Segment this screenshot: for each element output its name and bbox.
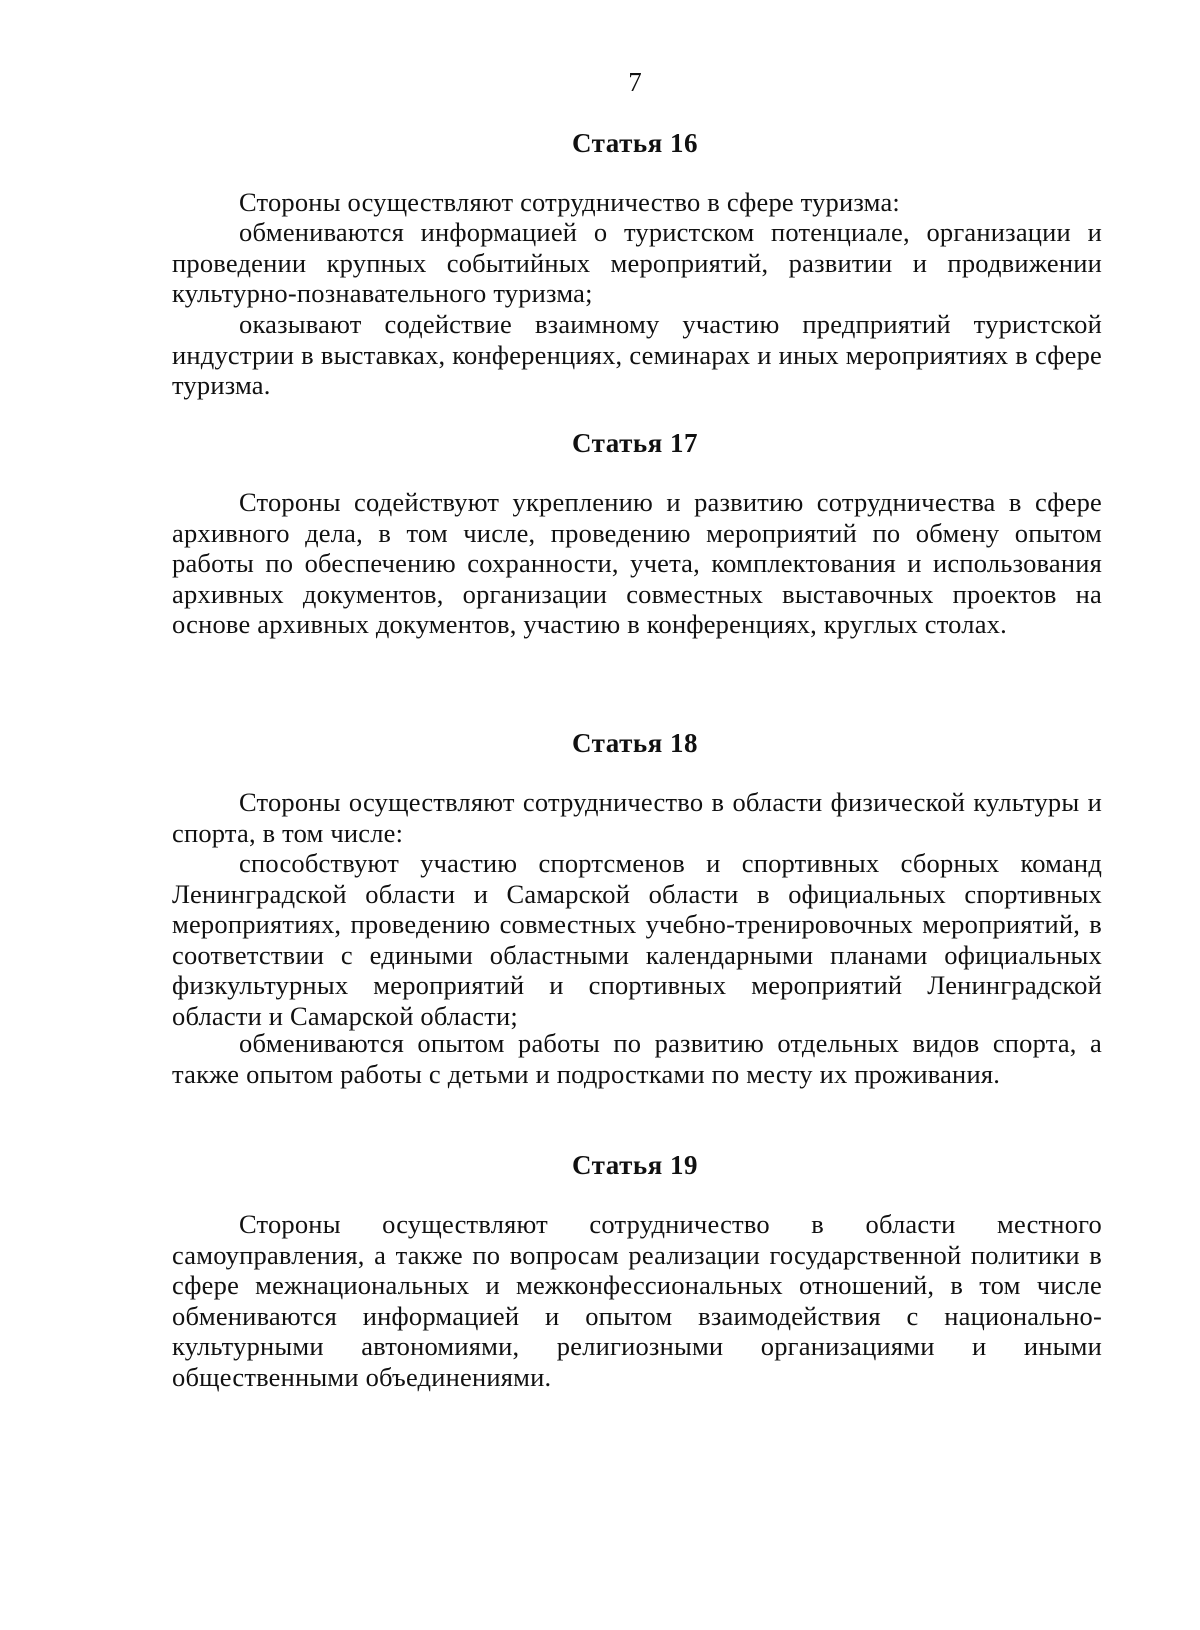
article-16-title: Статья 16	[572, 128, 698, 158]
article-16-paragraph-2: обмениваются информацией о туристском потенциале, организации и проведении крупных событийных мероприятий, развитии и продвижении культурно-познавательного туризма;	[172, 217, 1102, 309]
article-16-paragraph-1: Стороны осуществляют сотрудничество в сфере туризма:	[239, 187, 900, 217]
article-17-title: Статья 17	[572, 428, 698, 458]
article-19-paragraph-1: Стороны осуществляют сотрудничество в области местного самоуправления, а также по вопросам реализации государственной политики в сфере межнациональных и межконфессиональных отношений, в том числе обмениваются информацией и опытом взаимодействия с национально-культурными автономиями, религиозными организациями и иными общественными объединениями.	[172, 1209, 1102, 1392]
article-18-paragraph-2: способствуют участию спортсменов и спортивных сборных команд Ленинградской области и Самарской области в официальных спортивных мероприятиях, проведению совместных учебно-тренировочных мероприятий, в соответствии с едиными областными календарными планами официальных физкультурных мероприятий и спортивных мероприятий Ленинградской области и Самарской области;	[172, 848, 1102, 1031]
article-18-title: Статья 18	[572, 728, 698, 758]
page-number: 7	[628, 67, 642, 97]
article-16-paragraph-3: оказывают содействие взаимному участию предприятий туристской индустрии в выставках, конференциях, семинарах и иных мероприятиях в сфере туризма.	[172, 309, 1102, 401]
article-19-title: Статья 19	[572, 1150, 698, 1180]
article-18-paragraph-1: Стороны осуществляют сотрудничество в области физической культуры и спорта, в том числе:	[172, 787, 1102, 848]
article-17-paragraph-1: Стороны содействуют укреплению и развитию сотрудничества в сфере архивного дела, в том числе, проведению мероприятий по обмену опытом работы по обеспечению сохранности, учета, комплектования и использования архивных документов, организации совместных выставочных проектов на основе архивных документов, участию в конференциях, круглых столах.	[172, 487, 1102, 640]
article-18-paragraph-3: обмениваются опытом работы по развитию отдельных видов спорта, а также опытом работы с детьми и подростками по месту их проживания.	[172, 1028, 1102, 1089]
